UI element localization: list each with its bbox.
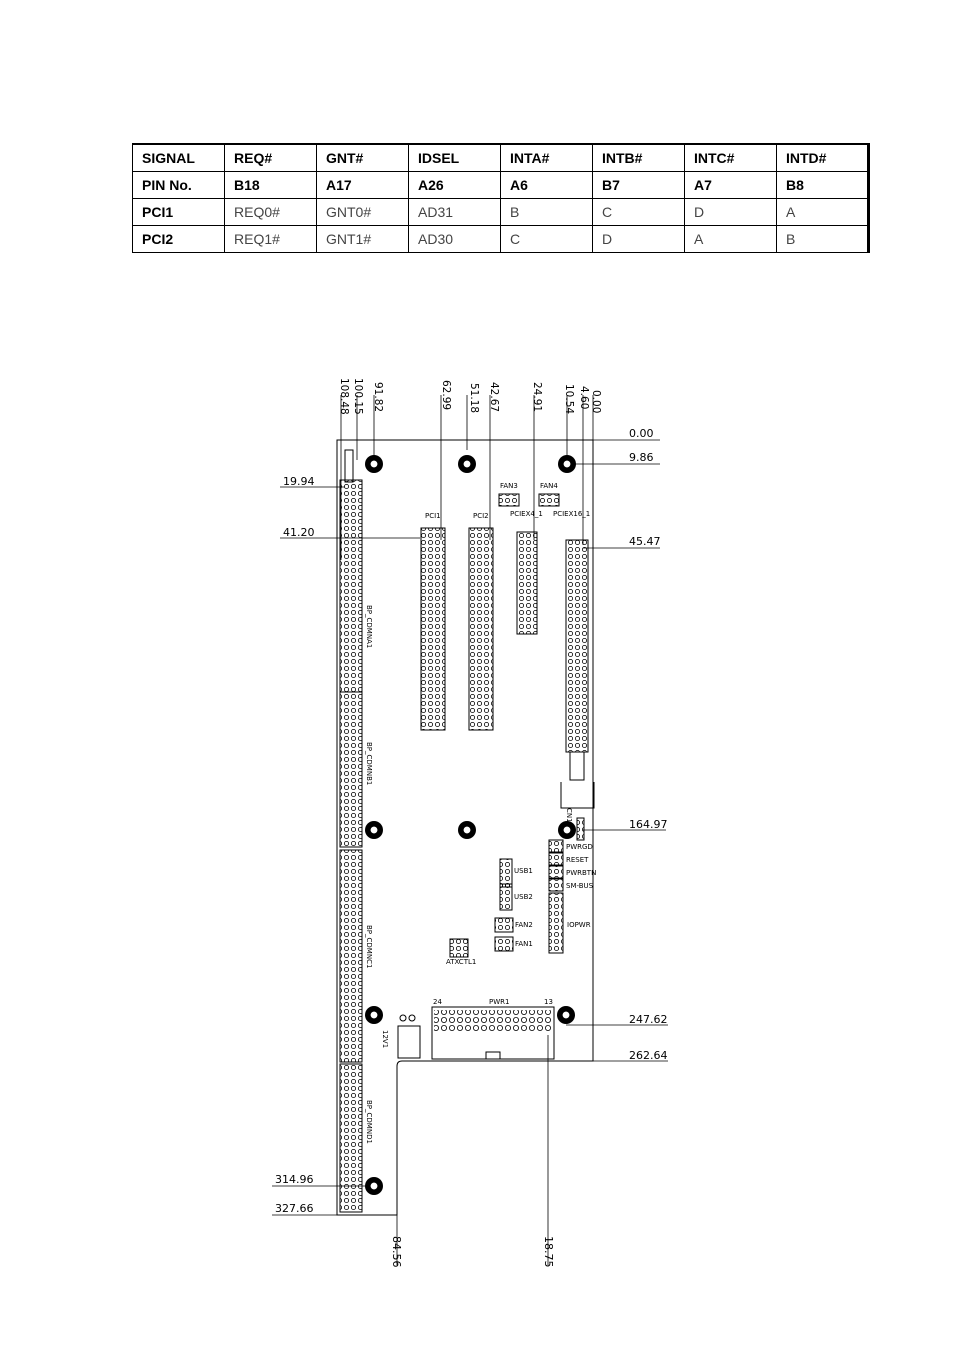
dim-10-54: 10.54 [563, 384, 575, 415]
bottom-dimensions [397, 1035, 548, 1265]
table-cell: B8 [777, 171, 869, 198]
fan-top-labels [500, 482, 558, 490]
table-header-cell: GNT# [317, 144, 409, 171]
pci1-label: PCI1 [425, 512, 441, 520]
dim-100-15: 100.15 [352, 378, 364, 415]
pci-slots [421, 528, 493, 730]
pcie-slots [517, 532, 594, 808]
bp-labels [365, 605, 373, 1144]
cn1-label: CN1 [565, 808, 573, 823]
table-cell: REQ0# [225, 198, 317, 225]
top-dim-labels [338, 378, 602, 415]
fan2-label: FAN2 [515, 921, 533, 929]
dim-51-18: 51.18 [468, 383, 480, 414]
table-cell: REQ1# [225, 225, 317, 252]
dim-9-86: 9.86 [629, 451, 654, 464]
pci-labels [425, 512, 489, 520]
pwrbtn-label: PWRBTN [566, 869, 597, 877]
table-cell: PIN No. [133, 171, 225, 198]
left-dim-labels [275, 475, 315, 1215]
pciex16-label: PCIEX16_1 [553, 510, 591, 518]
power-connectors [398, 1007, 554, 1059]
table-cell: PCI1 [133, 198, 225, 225]
table-cell: D [593, 225, 685, 252]
table-cell: C [501, 225, 593, 252]
table-cell: A6 [501, 171, 593, 198]
table-cell: PCI2 [133, 225, 225, 252]
fan-headers-top [499, 494, 559, 506]
dim-62-99: 62.99 [440, 380, 452, 411]
table-cell: A [777, 198, 869, 225]
usb2-label: USB2 [514, 893, 533, 901]
table-header-cell: REQ# [225, 144, 317, 171]
table-header-cell: INTC# [685, 144, 777, 171]
usb-fan-headers [450, 859, 513, 957]
smbus-label: SM-BUS [566, 882, 594, 890]
pwr1-label: PWR1 [489, 998, 510, 1006]
pwrgd-label: PWRGD [566, 843, 593, 851]
pciex4-label: PCIEX4_1 [510, 510, 543, 518]
table-cell: AD30 [409, 225, 501, 252]
right-dim-labels [629, 427, 668, 1062]
dim-327-66: 327.66 [275, 1202, 314, 1215]
dim-164-97: 164.97 [629, 818, 668, 831]
dim-84-56: 84.56 [390, 1236, 403, 1268]
table-cell: A7 [685, 171, 777, 198]
dim-18-75: 18.75 [542, 1236, 555, 1268]
dim-0-00-right: 0.00 [629, 427, 654, 440]
12v1-label: 12V1 [381, 1030, 389, 1049]
usb1-label: USB1 [514, 867, 533, 875]
table-header-cell: IDSEL [409, 144, 501, 171]
table-cell: B7 [593, 171, 685, 198]
table-cell: A17 [317, 171, 409, 198]
pwr1-pin13-label: 13 [544, 998, 553, 1006]
bp-cdmnb1-label: BP_CDMNB1 [365, 742, 373, 786]
dim-91-82: 91.82 [372, 382, 384, 413]
pcie-labels [510, 510, 590, 518]
bp-cdmna1-label: BP_CDMNA1 [365, 605, 373, 649]
table-cell: A26 [409, 171, 501, 198]
dim-4-60: 4.60 [578, 386, 590, 410]
table-cell: B [501, 198, 593, 225]
dim-108-48: 108.48 [338, 378, 350, 415]
table-header-cell: INTB# [593, 144, 685, 171]
table-header-cell: INTD# [777, 144, 869, 171]
bottom-dim-labels [390, 1236, 555, 1268]
fan3-label: FAN3 [500, 482, 518, 490]
fan4-label: FAN4 [540, 482, 558, 490]
table-cell: B18 [225, 171, 317, 198]
table-cell: GNT0# [317, 198, 409, 225]
bp-connectors [340, 450, 362, 1212]
iopwr-label: IOPWR [567, 921, 591, 929]
table-header-cell: INTA# [501, 144, 593, 171]
top-dimensions [341, 395, 593, 560]
table-cell: AD31 [409, 198, 501, 225]
dim-45-47: 45.47 [629, 535, 661, 548]
atxctl1-label: ATXCTL1 [446, 958, 477, 966]
dim-24-91: 24.91 [531, 382, 543, 413]
table-cell: D [685, 198, 777, 225]
table-cell: B [777, 225, 869, 252]
dim-19-94: 19.94 [283, 475, 315, 488]
table-cell: C [593, 198, 685, 225]
pwr1-pin24-label: 24 [433, 998, 442, 1006]
table-cell: A [685, 225, 777, 252]
bp-cdmnd1-label: BP_CDMND1 [365, 1100, 373, 1144]
dim-262-64: 262.64 [629, 1049, 668, 1062]
dim-0-00-top: 0.00 [590, 390, 602, 414]
bp-cdmnc1-label: BP_CDMNC1 [365, 925, 373, 969]
table-header-cell: SIGNAL [133, 144, 225, 171]
dim-41-20: 41.20 [283, 526, 315, 539]
table-cell: GNT1# [317, 225, 409, 252]
pci2-label: PCI2 [473, 512, 489, 520]
dim-247-62: 247.62 [629, 1013, 668, 1026]
dim-42-67: 42.67 [488, 382, 500, 413]
dim-314-96: 314.96 [275, 1173, 314, 1186]
fan1-label: FAN1 [515, 940, 533, 948]
reset-label: RESET [566, 856, 589, 864]
